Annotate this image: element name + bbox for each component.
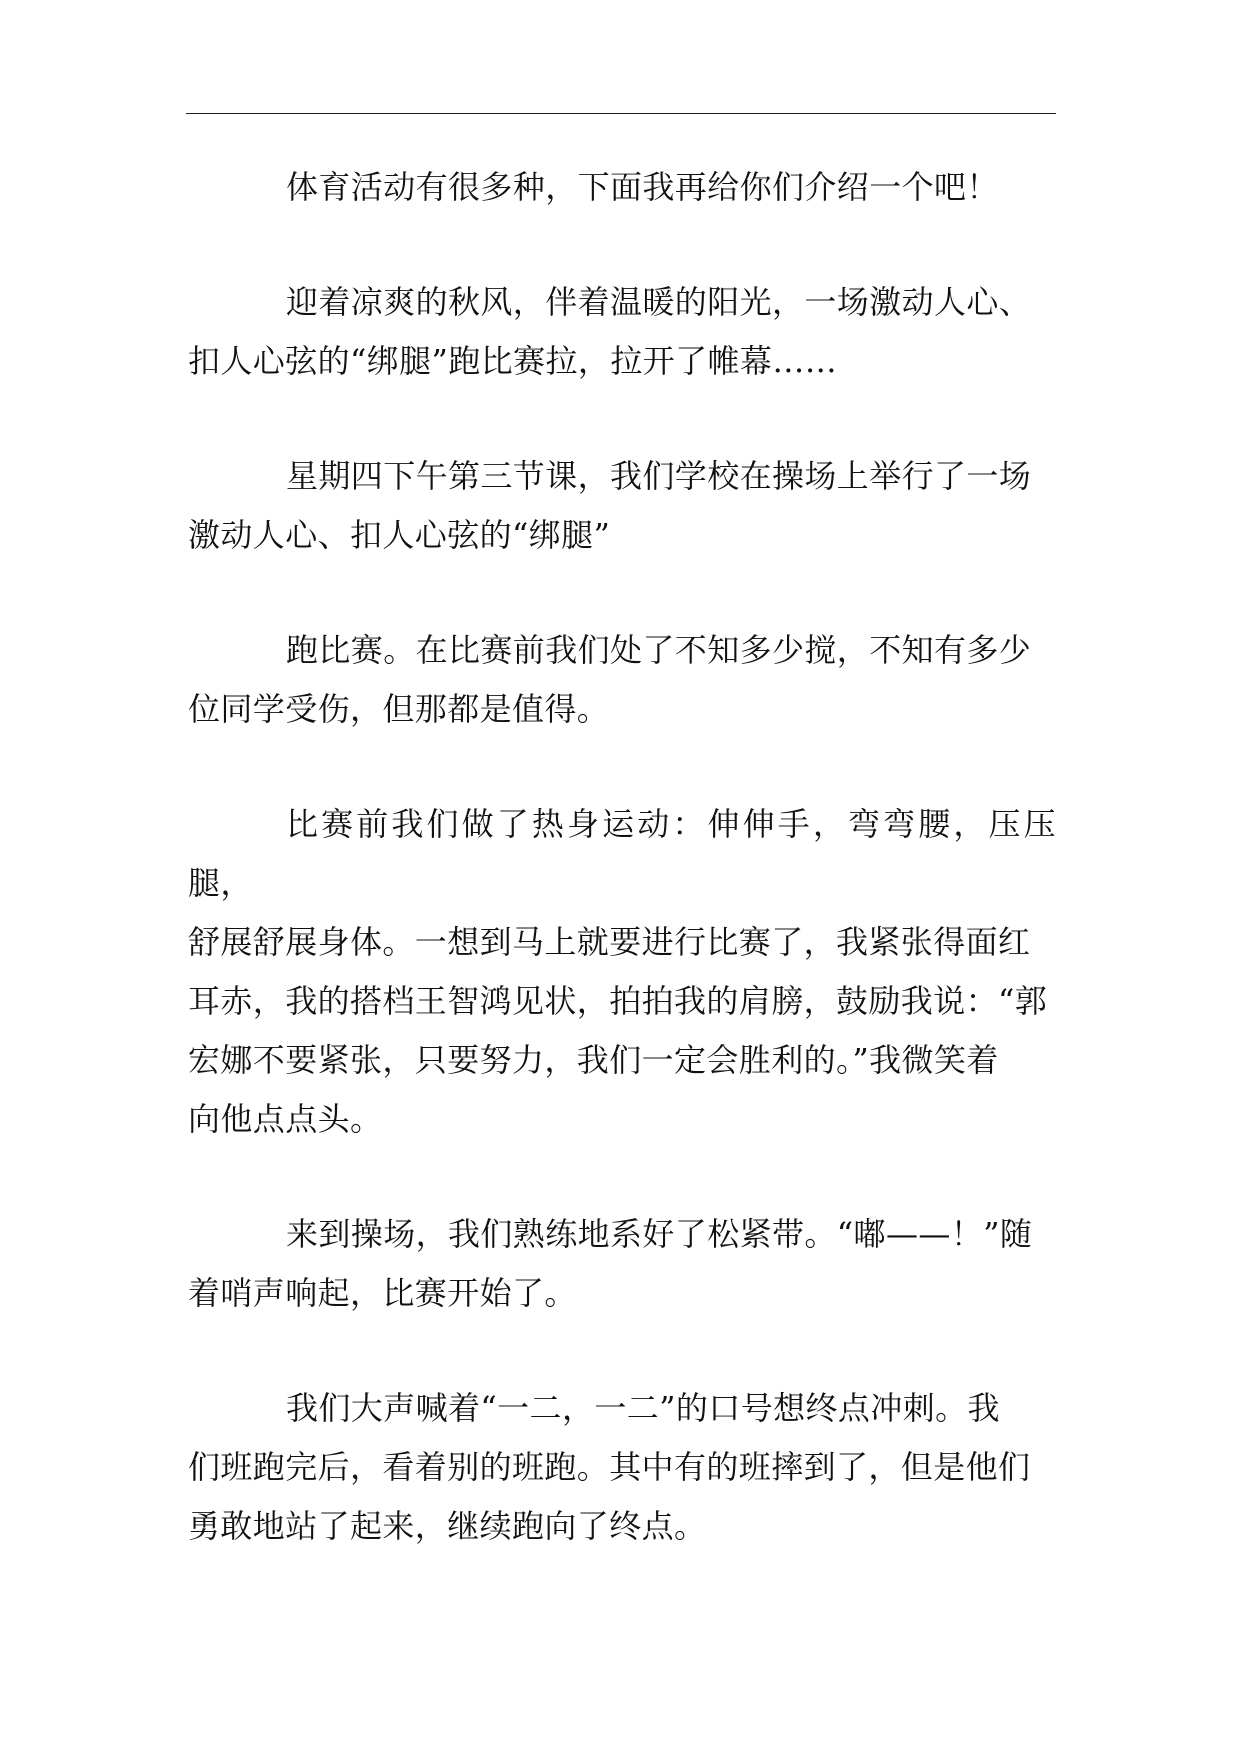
paragraph-line: 跑比赛。在比赛前我们处了不知多少搅，不知有多少 (286, 631, 1032, 669)
paragraph-line: 耳赤，我的搭档王智鸿见状，拍拍我的肩膀，鼓励我说：“郭 (188, 982, 1048, 1020)
paragraph-5 (188, 795, 1056, 1149)
paragraph-3 (188, 447, 1056, 565)
paragraph-4 (188, 621, 1056, 739)
paragraph-line: 来到操场，我们熟练地系好了松紧带。“嘟——！”随 (286, 1215, 1033, 1253)
paragraph-line: 舒展舒展身体。一想到马上就要进行比赛了，我紧张得面红 (188, 923, 1031, 961)
paragraph-line: 扣人心弦的“绑腿”跑比赛拉，拉开了帷幕…… (188, 342, 838, 380)
paragraph-line: 位同学受伤，但那都是值得。 (188, 690, 610, 728)
paragraph-line: 宏娜不要紧张，只要努力，我们一定会胜利的。”我微笑着 (188, 1041, 999, 1079)
paragraph-line: 星期四下午第三节课，我们学校在操场上举行了一场 (286, 457, 1032, 495)
paragraph-line: 比赛前我们做了热身运动：伸伸手，弯弯腰，压压腿， (188, 805, 1056, 902)
paragraph-line: 体育活动有很多种，下面我再给你们介绍一个吧！ (286, 168, 999, 206)
paragraph-line: 我们大声喊着“一二，一二”的口号想终点冲刺。我 (286, 1389, 1000, 1427)
header-rule (186, 113, 1056, 114)
paragraph-line: 们班跑完后，看着别的班跑。其中有的班摔到了，但是他们 (188, 1448, 1031, 1486)
paragraph-2 (188, 273, 1056, 391)
paragraph-7 (188, 1379, 1056, 1556)
paragraph-line: 着哨声响起，比赛开始了。 (188, 1274, 577, 1312)
paragraph-6 (188, 1205, 1056, 1323)
paragraph-line: 激动人心、扣人心弦的“绑腿” (188, 516, 611, 554)
paragraph-line: 勇敢地站了起来，继续跑向了终点。 (188, 1507, 707, 1545)
paragraph-1 (188, 158, 1056, 217)
paragraph-line: 向他点点头。 (188, 1100, 383, 1138)
document-body (188, 158, 1056, 1556)
paragraph-line: 迎着凉爽的秋风，伴着温暖的阳光，一场激动人心、 (286, 283, 1032, 321)
